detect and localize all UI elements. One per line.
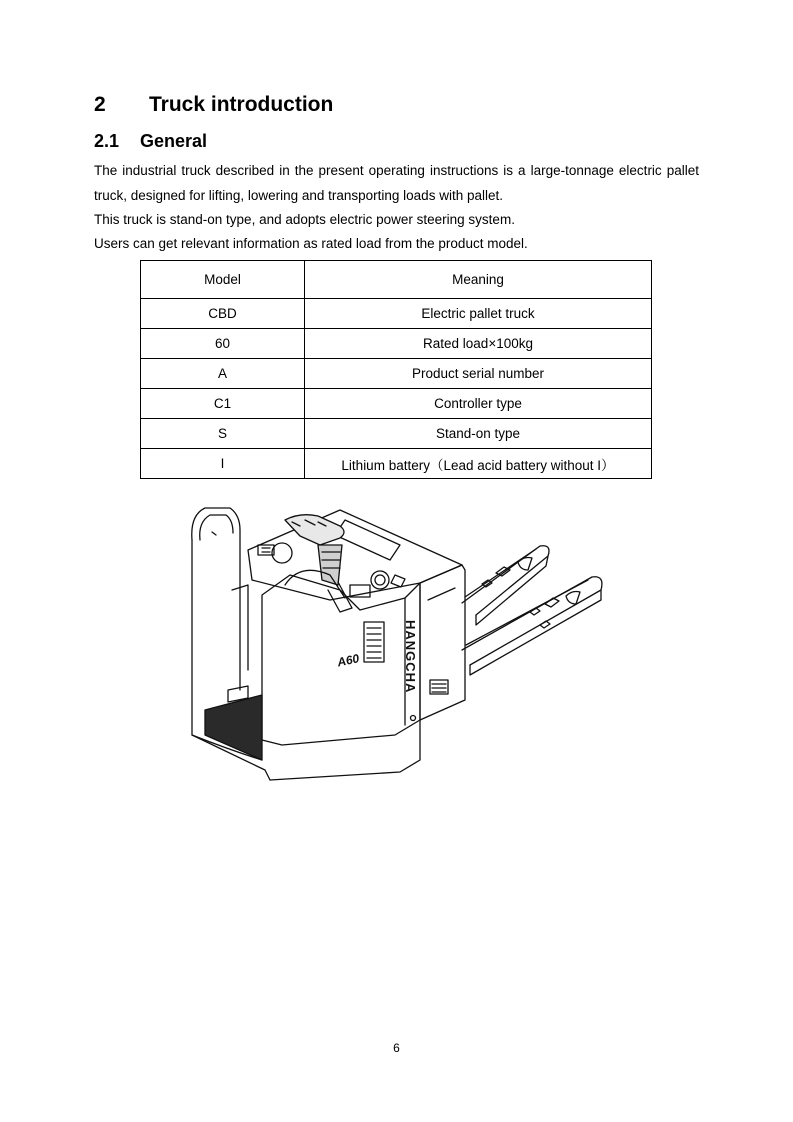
table-cell-model: 60 (141, 329, 305, 359)
brand-logo: HANGCHA (403, 620, 418, 694)
table-cell-meaning: Product serial number (305, 359, 652, 389)
table-cell-model: I (141, 449, 305, 479)
table-cell-meaning: Lithium battery（Lead acid battery without I） (305, 449, 652, 479)
operator-platform (192, 508, 420, 780)
model-meaning-table (140, 260, 652, 479)
intro-paragraph: The industrial truck described in the present operating instructions is a large-tonnage electric pallet truck, designed for lifting, lowering and transporting loads with pallet. (94, 163, 699, 203)
model-badge: A60 (335, 651, 361, 670)
table-row (141, 449, 652, 479)
model-paragraph: Users can get relevant information as rated load from the product model. (94, 236, 528, 251)
subsection-number: 2.1 (94, 131, 120, 151)
table-row (141, 389, 652, 419)
table-header-row (141, 261, 652, 299)
fork-lower (462, 577, 602, 675)
table-cell-meaning: Controller type (305, 389, 652, 419)
control-deck (248, 510, 462, 600)
table-header-model: Model (141, 261, 305, 299)
table-cell-model: S (141, 419, 305, 449)
page-number: 6 (393, 1041, 400, 1055)
section-heading (94, 93, 333, 117)
table-row (141, 299, 652, 329)
type-paragraph: This truck is stand-on type, and adopts electric power steering system. (94, 212, 515, 227)
pallet-truck-illustration (175, 500, 615, 790)
table-row (141, 329, 652, 359)
subsection-heading (94, 131, 207, 152)
table-header-meaning: Meaning (305, 261, 652, 299)
truck-body (262, 570, 420, 745)
table-cell-model: C1 (141, 389, 305, 419)
chassis-side (403, 565, 465, 720)
table-row (141, 359, 652, 389)
section-title: Truck introduction (149, 93, 334, 116)
table-cell-meaning: Rated load×100kg (305, 329, 652, 359)
table-cell-model: A (141, 359, 305, 389)
table-cell-model: CBD (141, 299, 305, 329)
table-cell-meaning: Stand-on type (305, 419, 652, 449)
subsection-title: General (140, 131, 208, 151)
table-cell-meaning: Electric pallet truck (305, 299, 652, 329)
section-number: 2 (94, 93, 106, 116)
table-row (141, 419, 652, 449)
